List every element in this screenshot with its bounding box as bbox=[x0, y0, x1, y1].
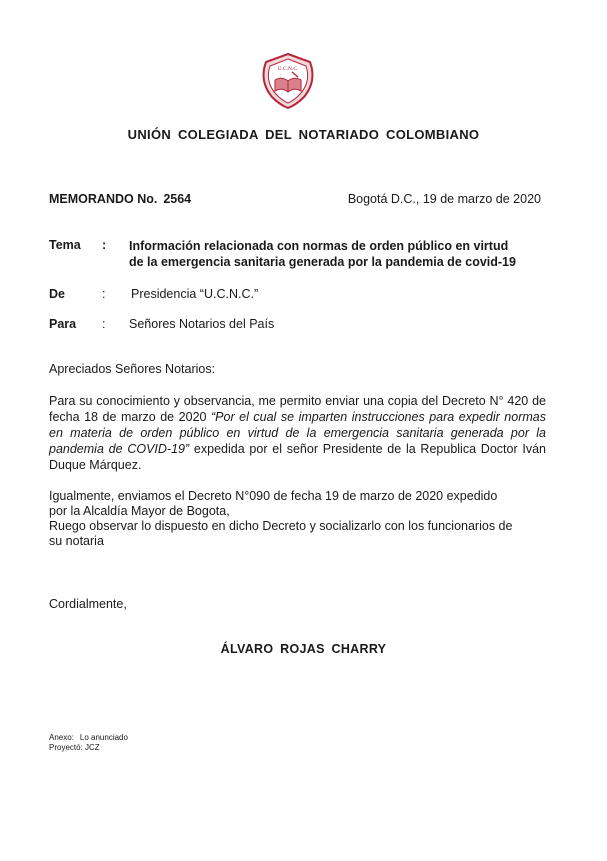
para-colon: : bbox=[102, 317, 106, 331]
anexo-label: Anexo: bbox=[49, 733, 74, 742]
tema-line-2: de la emergencia sanitaria generada por la pandemia de covid-19 bbox=[129, 255, 516, 269]
tema-colon: : bbox=[102, 238, 107, 252]
p1-decree-title: “Por el cual se imparten instrucciones para expedir normas en materia de orden público en virtud de la emergencia sanitaria generada por la pandemia de COVID-19” bbox=[49, 410, 546, 456]
greeting: Apreciados Señores Notarios: bbox=[49, 362, 216, 376]
p2-line-1: Igualmente, enviamos el Decreto N°090 de fecha 19 de marzo de 2020 expedido bbox=[49, 489, 498, 503]
para-label: Para bbox=[49, 317, 77, 331]
tema-label: Tema bbox=[49, 238, 81, 252]
anexo-value: Lo anunciado bbox=[79, 733, 128, 742]
logo-text: U.C.N.C. bbox=[277, 66, 299, 72]
signer-name: ÁLVARO ROJAS CHARRY bbox=[220, 642, 387, 656]
p1-text-a: Para su conocimiento y observancia, me permito enviar una copia del Decreto N° 420 de fecha 18 de marzo de 2020 bbox=[49, 394, 546, 424]
p2-line-4: su notaria bbox=[49, 534, 104, 548]
p2-line-2: por la Alcaldía Mayor de Bogota, bbox=[49, 504, 230, 518]
de-colon: : bbox=[102, 287, 106, 301]
footer bbox=[49, 733, 128, 753]
memo-number: 2564 bbox=[163, 192, 192, 206]
paragraph-2 bbox=[49, 489, 549, 549]
memo-date: Bogotá D.C., 19 de marzo de 2020 bbox=[347, 192, 541, 206]
p1-text-b: expedida por el señor Presidente de la Republica Doctor Iván Duque Márquez. bbox=[49, 442, 546, 472]
memo-label: MEMORANDO No. bbox=[49, 192, 158, 206]
tema-value bbox=[129, 238, 549, 270]
para-value: Señores Notarios del País bbox=[129, 317, 275, 331]
proyecto: Proyectó: JCZ bbox=[49, 743, 100, 752]
de-label: De bbox=[49, 287, 65, 301]
paragraph-1 bbox=[49, 393, 546, 473]
tema-line-1: Información relacionada con normas de orden público en virtud bbox=[129, 239, 509, 253]
ucnc-logo bbox=[258, 53, 318, 109]
de-value: Presidencia “U.C.N.C.” bbox=[131, 287, 259, 301]
p2-line-3: Ruego observar lo dispuesto en dicho Decreto y socializarlo con los funcionarios de bbox=[49, 519, 513, 533]
closing: Cordialmente, bbox=[49, 597, 127, 611]
organization-name: UNIÓN COLEGIADA DEL NOTARIADO COLOMBIANO bbox=[127, 127, 480, 142]
memo-heading bbox=[49, 192, 191, 206]
